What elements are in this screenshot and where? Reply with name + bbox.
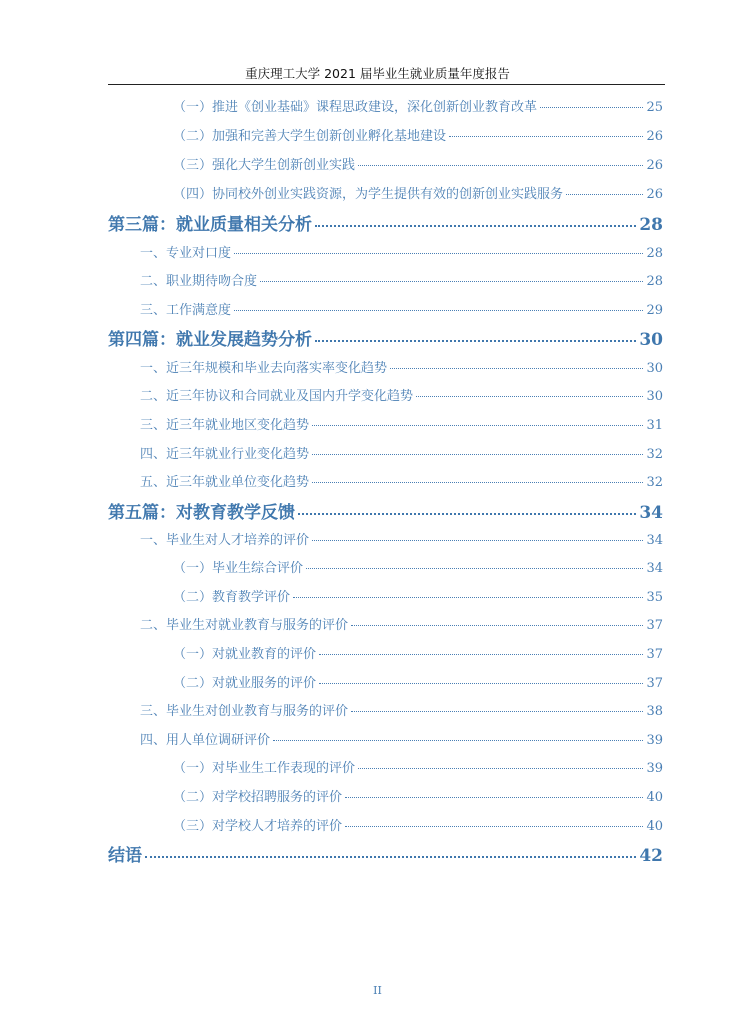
toc-entry[interactable] xyxy=(173,96,663,115)
dot-leader xyxy=(145,855,636,858)
toc-entry[interactable] xyxy=(140,242,663,261)
toc-entry[interactable] xyxy=(140,700,663,719)
toc-entry-page: 29 xyxy=(646,303,663,318)
toc-entry-label: （二）对就业服务的评价 xyxy=(173,676,317,691)
toc-entry-page: 32 xyxy=(646,475,663,490)
toc-entry[interactable] xyxy=(173,154,663,173)
toc-entry-label: （三）强化大学生创新创业实践 xyxy=(173,158,356,173)
dot-leader xyxy=(319,682,643,684)
toc-entry-label: 三、近三年就业地区变化趋势 xyxy=(140,418,310,433)
toc-entry-page: 40 xyxy=(646,819,663,834)
toc-entry-label: 一、毕业生对人才培养的评价 xyxy=(140,533,310,548)
toc-entry[interactable] xyxy=(173,757,663,776)
toc-entry-label: （一）推进《创业基础》课程思政建设，深化创新创业教育改革 xyxy=(173,100,538,115)
toc-entry-page: 37 xyxy=(646,618,663,633)
dot-leader xyxy=(358,164,643,166)
toc-entry[interactable] xyxy=(173,643,663,662)
toc-entry-page: 34 xyxy=(646,561,663,576)
toc-entry-page: 26 xyxy=(646,129,663,144)
toc-chapter-entry[interactable] xyxy=(108,498,663,523)
toc-entry-label: （二）加强和完善大学生创新创业孵化基地建设 xyxy=(173,129,447,144)
dot-leader xyxy=(351,710,643,712)
toc-entry-page: 37 xyxy=(646,647,663,662)
toc-entry-label: 三、毕业生对创业教育与服务的评价 xyxy=(140,704,349,719)
toc-entry-page: 37 xyxy=(646,676,663,691)
dot-leader xyxy=(312,424,643,426)
toc-entry[interactable] xyxy=(173,815,663,834)
toc-entry[interactable] xyxy=(173,183,663,202)
toc-entry-label: （一）毕业生综合评价 xyxy=(173,561,304,576)
toc-entry-page: 39 xyxy=(646,761,663,776)
toc-entry[interactable] xyxy=(140,385,663,404)
toc-entry[interactable] xyxy=(140,614,663,633)
toc-entry-label: （一）对就业教育的评价 xyxy=(173,647,317,662)
toc-entry[interactable] xyxy=(140,270,663,289)
toc-entry-label: 二、近三年协议和合同就业及国内升学变化趋势 xyxy=(140,389,414,404)
toc-entry-label: （二）对学校招聘服务的评价 xyxy=(173,790,343,805)
dot-leader xyxy=(449,135,643,137)
toc-entry-label: 二、毕业生对就业教育与服务的评价 xyxy=(140,618,349,633)
dot-leader xyxy=(306,567,643,569)
page-number: II xyxy=(373,984,382,997)
dot-leader xyxy=(416,395,643,397)
toc-entry-page: 32 xyxy=(646,447,663,462)
dot-leader xyxy=(293,596,643,598)
toc-entry[interactable] xyxy=(173,786,663,805)
toc-entry[interactable] xyxy=(140,357,663,376)
dot-leader xyxy=(234,309,643,311)
toc-entry-label: 四、近三年就业行业变化趋势 xyxy=(140,447,310,462)
toc-entry[interactable] xyxy=(140,529,663,548)
toc-entry-label: 第三篇：就业质量相关分析 xyxy=(108,215,312,235)
toc-entry-page: 42 xyxy=(639,846,663,866)
dot-leader xyxy=(260,280,643,282)
dot-leader xyxy=(315,339,636,342)
dot-leader xyxy=(345,825,643,827)
toc-entry-page: 31 xyxy=(646,418,663,433)
toc-entry-page: 26 xyxy=(646,187,663,202)
toc-entry-label: 三、工作满意度 xyxy=(140,303,232,318)
running-header: 重庆理工大学 2021 届毕业生就业质量年度报告 xyxy=(245,66,510,81)
dot-leader xyxy=(358,767,643,769)
toc-entry-label: （四）协同校外创业实践资源，为学生提供有效的创新创业实践服务 xyxy=(173,187,564,202)
toc-entry-label: 第四篇：就业发展趋势分析 xyxy=(108,330,312,350)
toc-entry-page: 30 xyxy=(646,361,663,376)
toc-entry[interactable] xyxy=(140,443,663,462)
dot-leader xyxy=(351,624,643,626)
toc-entry-label: 五、近三年就业单位变化趋势 xyxy=(140,475,310,490)
dot-leader xyxy=(390,367,643,369)
dot-leader xyxy=(566,193,643,195)
toc-entry-label: 一、近三年规模和毕业去向落实率变化趋势 xyxy=(140,361,388,376)
toc-entry-label: 二、职业期待吻合度 xyxy=(140,274,258,289)
dot-leader xyxy=(312,481,643,483)
dot-leader xyxy=(312,453,643,455)
toc-entry-label: 四、用人单位调研评价 xyxy=(140,733,271,748)
toc-entry[interactable] xyxy=(140,414,663,433)
dot-leader xyxy=(319,653,643,655)
toc-entry-page: 39 xyxy=(646,733,663,748)
toc-entry-page: 28 xyxy=(646,274,663,289)
toc-entry-label: （一）对毕业生工作表现的评价 xyxy=(173,761,356,776)
toc-entry-page: 40 xyxy=(646,790,663,805)
dot-leader xyxy=(315,224,636,227)
toc-entry-page: 25 xyxy=(646,100,663,115)
dot-leader xyxy=(345,796,643,798)
toc-entry-page: 26 xyxy=(646,158,663,173)
toc-entry-label: 结语 xyxy=(108,846,142,866)
toc-entry-page: 34 xyxy=(639,503,663,523)
toc-entry[interactable] xyxy=(173,672,663,691)
toc-entry-page: 35 xyxy=(646,590,663,605)
toc-entry-page: 28 xyxy=(639,215,663,235)
toc-entry[interactable] xyxy=(140,299,663,318)
dot-leader xyxy=(298,512,636,515)
toc-entry-page: 34 xyxy=(646,533,663,548)
toc-entry-page: 30 xyxy=(639,330,663,350)
header-rule xyxy=(108,84,665,85)
dot-leader xyxy=(234,252,643,254)
toc-entry[interactable] xyxy=(140,729,663,748)
toc-entry-label: 一、专业对口度 xyxy=(140,246,232,261)
toc-chapter-entry[interactable] xyxy=(108,210,663,235)
dot-leader xyxy=(540,106,643,108)
toc-entry[interactable] xyxy=(173,586,663,605)
toc-entry[interactable] xyxy=(173,557,663,576)
toc-entry-label: 第五篇：对教育教学反馈 xyxy=(108,503,295,523)
toc-entry-label: （二）教育教学评价 xyxy=(173,590,291,605)
toc-entry-page: 38 xyxy=(646,704,663,719)
toc-chapter-entry[interactable] xyxy=(108,841,663,866)
dot-leader xyxy=(273,739,643,741)
toc-entry-page: 30 xyxy=(646,389,663,404)
toc-entry[interactable] xyxy=(140,471,663,490)
toc-entry-label: （三）对学校人才培养的评价 xyxy=(173,819,343,834)
dot-leader xyxy=(312,539,643,541)
toc-entry-page: 28 xyxy=(646,246,663,261)
toc-chapter-entry[interactable] xyxy=(108,325,663,350)
toc-entry[interactable] xyxy=(173,125,663,144)
